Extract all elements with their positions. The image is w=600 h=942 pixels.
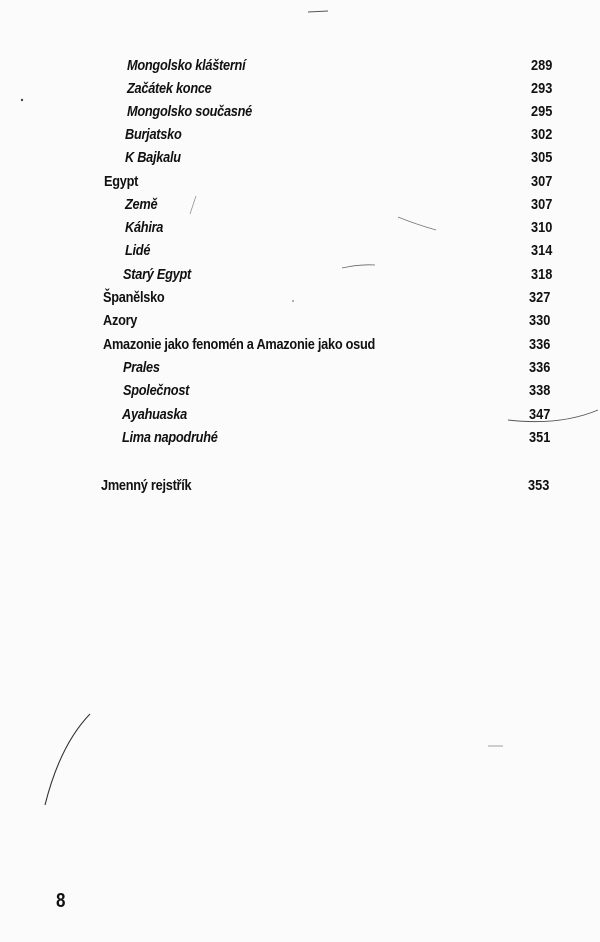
- page-number: 8: [56, 890, 66, 912]
- toc-entry-title: Prales: [123, 360, 160, 376]
- toc-chapter-title: Amazonie jako fenomén a Amazonie jako osud: [103, 337, 376, 353]
- toc-entry-page: 307: [531, 174, 553, 190]
- toc-entry-title: Mongolsko klášterní: [127, 58, 246, 74]
- toc-entry-page: 307: [531, 197, 553, 213]
- toc-entry-page: 338: [529, 383, 551, 399]
- pen-stroke: [45, 714, 90, 805]
- toc-entry-page: 295: [531, 104, 553, 120]
- toc-entry-title: Společnost: [123, 383, 190, 399]
- pen-mark: [342, 265, 375, 268]
- toc-entry-page: 351: [529, 430, 551, 446]
- pen-mark: [508, 410, 598, 422]
- toc-entry-page: 327: [529, 290, 551, 306]
- toc-chapter-title: Azory: [103, 313, 138, 329]
- toc-entry-page: 310: [531, 220, 553, 236]
- dust-speck: [21, 99, 23, 101]
- toc-entry-title: Starý Egypt: [123, 267, 192, 283]
- toc-entry-title: Mongolsko současné: [127, 104, 253, 120]
- toc-index-title: Jmenný rejstřík: [101, 478, 192, 494]
- pen-mark: [308, 11, 328, 12]
- toc-entry-title: Burjatsko: [125, 127, 182, 143]
- toc-entry-title: Země: [125, 197, 158, 213]
- toc-entry-page: 302: [531, 127, 553, 143]
- toc-chapter-title: Egypt: [104, 174, 139, 190]
- dust-speck: [292, 300, 294, 302]
- toc-entry-page: 314: [531, 243, 553, 259]
- toc-entry-title: Ayahuaska: [122, 407, 188, 423]
- toc-entry-page: 289: [531, 58, 553, 74]
- toc-entry-page: 293: [531, 81, 553, 97]
- toc-index-page: 353: [528, 478, 550, 494]
- toc-entry-page: 330: [529, 313, 551, 329]
- toc-entry-page: 347: [529, 407, 551, 423]
- toc-entry-title: K Bajkalu: [125, 150, 181, 166]
- toc-entry-page: 336: [529, 337, 551, 353]
- toc-entry-title: Začátek konce: [127, 81, 212, 97]
- toc-entry-title: Káhira: [125, 220, 164, 236]
- toc-entry-page: 305: [531, 150, 553, 166]
- toc-entry-title: Lima napodruhé: [122, 430, 218, 446]
- toc-entry-title: Lidé: [125, 243, 151, 259]
- toc-entry-page: 336: [529, 360, 551, 376]
- toc-chapter-title: Španělsko: [103, 290, 165, 306]
- pen-mark: [398, 217, 436, 230]
- pen-mark: [190, 196, 196, 214]
- toc-entry-page: 318: [531, 267, 553, 283]
